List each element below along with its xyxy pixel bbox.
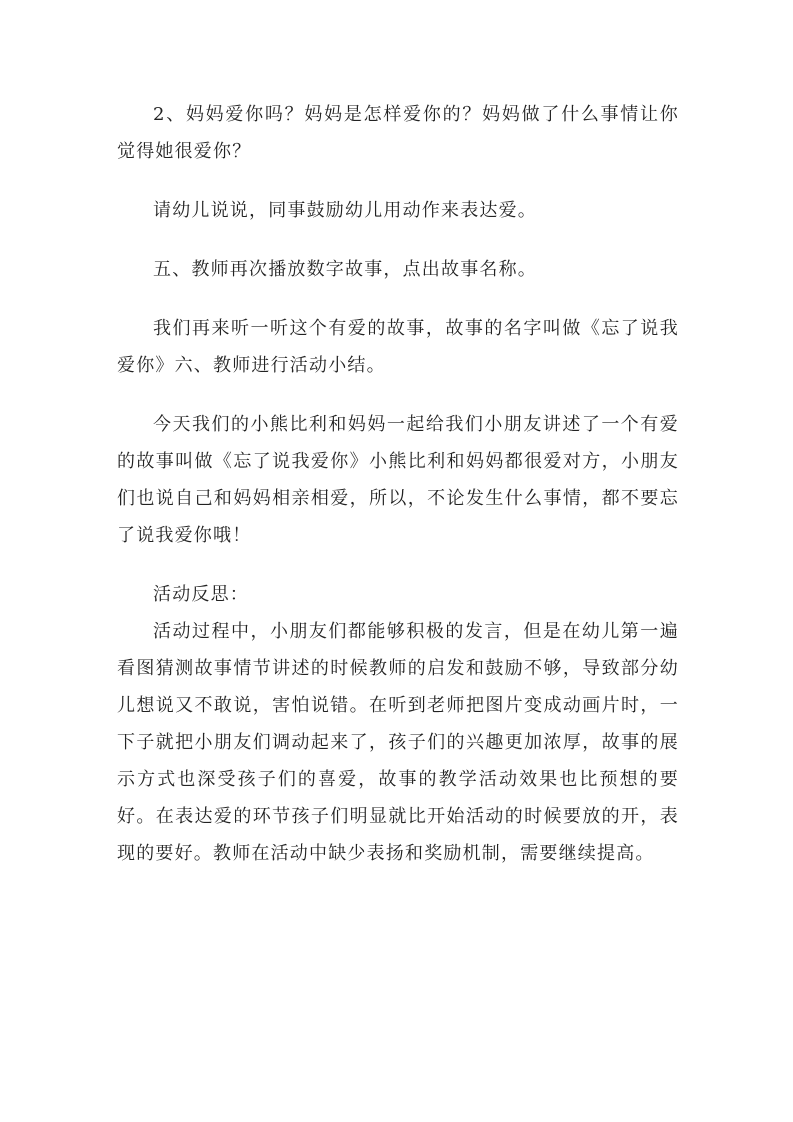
paragraph-step-five: 五、教师再次播放数字故事，点出故事名称。 [153, 259, 537, 280]
paragraph-story-name: 我们再来听一听这个有爱的故事，故事的名字叫做《忘了说我爱你》六、教师进行活动小结。 [117, 318, 679, 376]
paragraph-question-mom-love: 2、妈妈爱你吗？妈妈是怎样爱你的？妈妈做了什么事情让你觉得她很爱你？ [117, 104, 679, 162]
paragraph-summary: 今天我们的小熊比利和妈妈一起给我们小朋友讲述了一个有爱的故事叫做《忘了说我爱你》小熊比利和妈妈都很爱对方，小朋友们也说自己和妈妈相亲相爱，所以，不论发生什么事情，都不要忘了说我爱你哦！ [117, 414, 679, 546]
heading-reflection: 活动反思： [153, 584, 249, 605]
paragraph-reflection: 活动过程中，小朋友们都能够积极的发言，但是在幼儿第一遍看图猜测故事情节讲述的时候教师的启发和鼓励不够，导致部分幼儿想说又不敢说，害怕说错。在听到老师把图片变成动画片时，一下子就把小朋友们调动起来了，孩子们的兴趣更加浓厚，故事的展示方式也深受孩子们的喜爱，故事的教学活动效果也比预想的要好。在表达爱的环节孩子们明显就比开始活动的时候要放的开，表现的要好。教师在活动中缺少表扬和奖励机制，需要继续提高。 [117, 621, 679, 864]
document-page [117, 96, 679, 872]
paragraph-children-speak: 请幼儿说说，同事鼓励幼儿用动作来表达爱。 [153, 200, 537, 221]
